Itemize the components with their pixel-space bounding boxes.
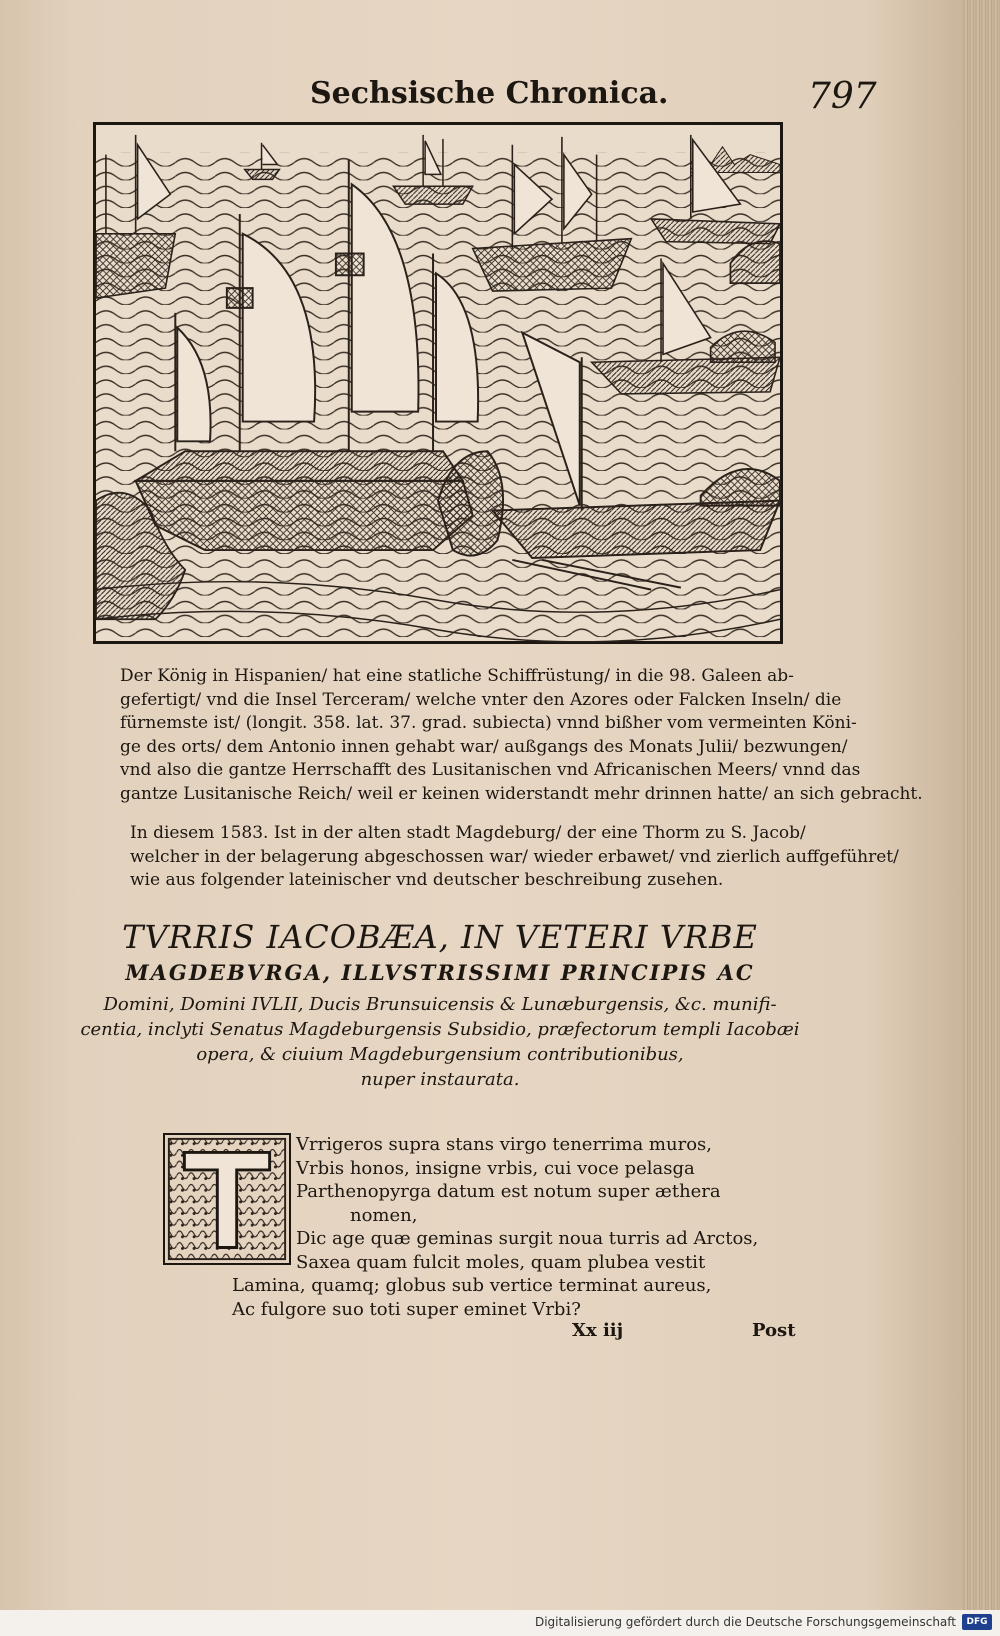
digitization-footer [0, 1610, 1000, 1636]
poem-line: Ac fulgore suo toti super eminet Vrbi? [232, 1299, 581, 1320]
latin-heading-line-2: MAGDEBVRGA, ILLVSTRISSIMI PRINCIPIS AC [125, 960, 755, 985]
digitization-note: Digitalisierung gefördert durch die Deutsche Forschungsgemeinschaft [534, 1615, 956, 1629]
poem-line: Vrrigeros supra stans virgo tenerrima muros, [296, 1134, 712, 1155]
text-line: welcher in der belagerung abgeschossen war/ wieder erbawet/ vnd zierlich auffgeführet/ [130, 846, 899, 867]
poem-line: Parthenopyrga datum est notum super æthera [296, 1181, 721, 1202]
text-line: fürnemste ist/ (longit. 358. lat. 37. grad. subiecta) vnnd bißher vom vermeinten Köni- [120, 713, 857, 733]
latin-heading-line-4: centia, inclyti Senatus Magdeburgensis Subsidio, præfectorum templi Iacobæi [80, 1019, 800, 1040]
ships-woodcut-illustration [93, 122, 783, 644]
signature-mark: Xx iij [572, 1320, 624, 1341]
catchword: Post [752, 1320, 796, 1341]
text-line: gefertigt/ vnd die Insel Terceram/ welche vnter den Azores oder Falcken Inseln/ die [120, 689, 842, 710]
text-line: gantze Lusitanische Reich/ weil er keinen widerstandt mehr drinnen hatte/ an sich gebracht. [120, 783, 923, 804]
poem-line: Dic age quæ geminas surgit noua turris ad Arctos, [296, 1228, 759, 1249]
text-line: In diesem 1583. Ist in der alten stadt Magdeburg/ der eine Thorm zu S. Jacob/ [130, 823, 806, 843]
latin-heading-line-1: TVRRIS IACOBÆA, IN VETERI VRBE [122, 918, 758, 956]
paragraph-spanish-fleet [120, 665, 923, 806]
latin-heading-line-6: nuper instaurata. [360, 1069, 520, 1090]
paragraph-magdeburg-tower [130, 822, 899, 893]
page-number: 797 [808, 76, 877, 117]
dfg-logo-icon: DFG [962, 1614, 992, 1630]
running-title: Sechsische Chronica. [310, 76, 669, 111]
text-line: ge des orts/ dem Antonio innen gehabt war/ außgangs des Monats Julii/ bezwungen/ [120, 736, 848, 757]
latin-heading-body [80, 992, 800, 1092]
text-line: wie aus folgender lateinischer vnd deutscher beschreibung zusehen. [130, 870, 724, 890]
poem-line: Saxea quam fulcit moles, quam plubea vestit [296, 1252, 706, 1273]
poem-line: Lamina, quamq; globus sub vertice terminat aureus, [232, 1275, 712, 1296]
page-edge [962, 0, 1000, 1610]
latin-heading-line-3: Domini, Domini IVLII, Ducis Brunsuicensis & Lunæburgensis, &c. munifi- [103, 994, 777, 1015]
poem-line: nomen, [350, 1205, 418, 1226]
text-line: vnd also die gantze Herrschafft des Lusitanischen vnd Africanischen Meers/ vnnd das [120, 760, 861, 780]
latin-heading-line-5: opera, & ciuium Magdeburgensium contributionibus, [196, 1044, 684, 1065]
poem-line: Vrbis honos, insigne vrbis, cui voce pelasga [296, 1158, 695, 1179]
decorated-initial-t [163, 1133, 291, 1265]
text-line: Der König in Hispanien/ hat eine statliche Schiffrüstung/ in die 98. Galeen ab- [120, 666, 794, 686]
